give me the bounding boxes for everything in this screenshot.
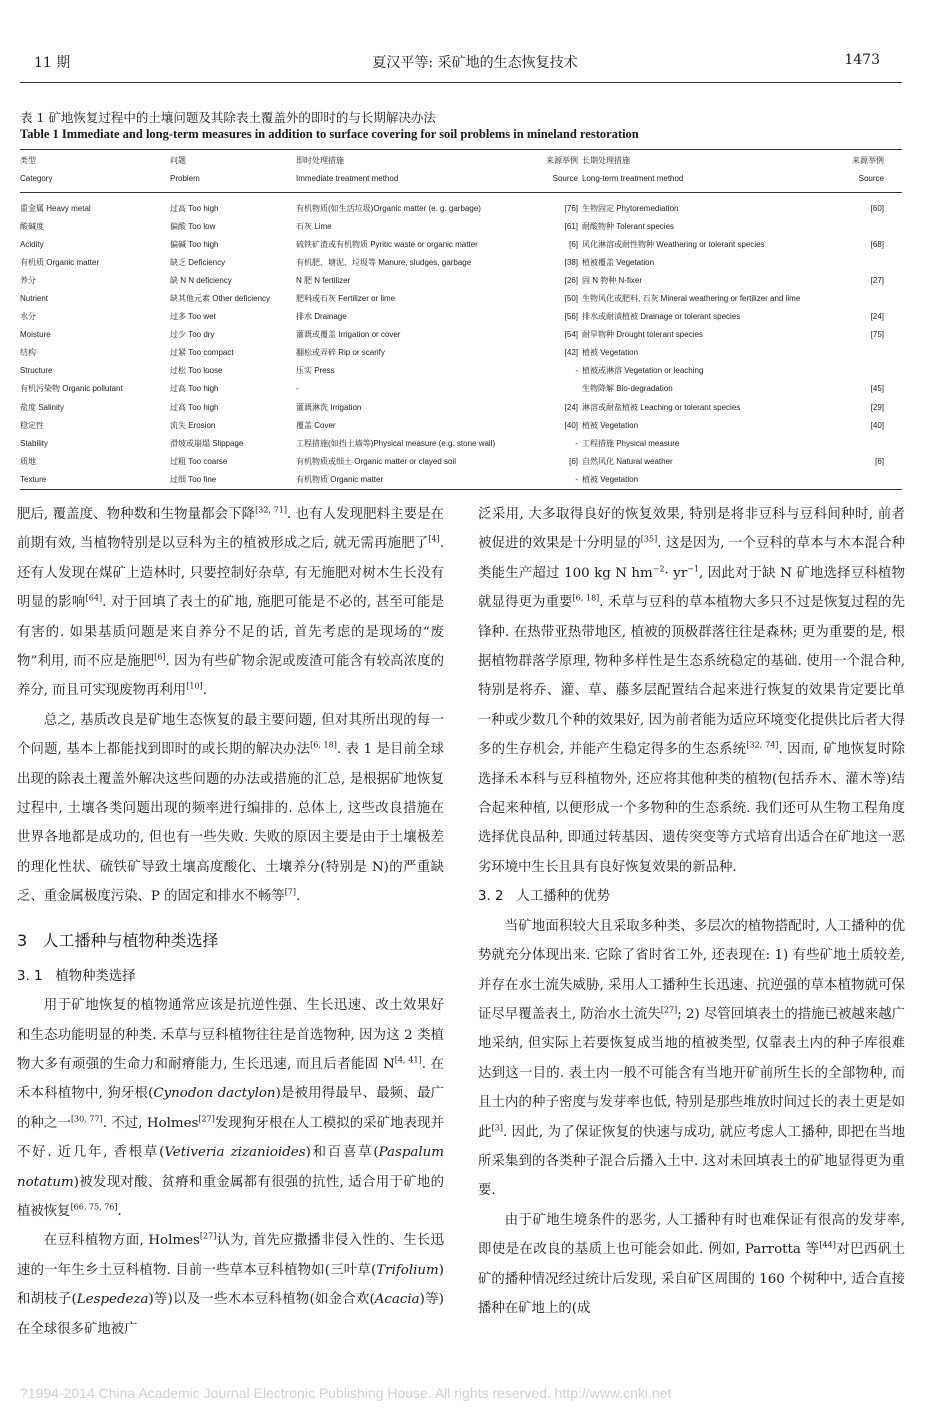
header-cell: 长期处理措施 <box>582 155 630 165</box>
table-row <box>18 452 886 470</box>
header-cell: Category <box>20 173 53 183</box>
table-cell: 植被 Vegetation <box>582 348 639 358</box>
table-row <box>18 235 886 253</box>
table-cell: [6] <box>875 456 884 466</box>
table-cell: [60] <box>870 203 884 213</box>
table-cell: 生物固定 Phytoremediation <box>582 203 679 213</box>
table-cell: Texture <box>20 474 47 484</box>
table-cell: 稳定性 <box>20 420 44 430</box>
table-row <box>18 380 886 398</box>
table-cell <box>848 434 886 452</box>
table-cell: 覆盖 Cover <box>296 420 336 430</box>
table-cell: [68] <box>870 239 884 249</box>
table-cell: 过高 Too high <box>170 402 219 412</box>
left-column <box>17 500 444 1344</box>
table-body <box>18 199 886 489</box>
table-row <box>18 326 886 344</box>
header-cell: 来源举例 <box>546 155 578 165</box>
header-cell: 来源举例 <box>852 155 884 165</box>
table-cell: 肥料或石灰 Fertilizer or lime <box>296 294 396 304</box>
table-cell: [42] <box>564 348 578 358</box>
subsection-heading-3-1: 3. 1 植物种类选择 <box>17 968 136 984</box>
table-cell: 过多 Too wet <box>170 312 216 322</box>
table-cell: Moisture <box>20 330 51 340</box>
header-cell: Long-term treatment method <box>582 173 684 183</box>
table-cell <box>848 344 886 362</box>
table-cell: 工程措施 Physical measure <box>582 438 680 448</box>
header-rule <box>20 82 902 83</box>
table-cell: Stability <box>20 438 49 448</box>
table-cell: [56] <box>564 312 578 322</box>
table-row <box>18 362 886 380</box>
paragraph: 泛采用, 大多取得良好的恢复效果, 特别是将非豆科与豆科间种时, 前者被促进的效果是十分明显的[35]. 这是因为, 一个豆科的草本与木本混合种类能生产超过 100 kg N $hm^{-2}\cdot yr^{-1}$, 因此对于缺 N 矿地选择豆科植物就显得更为重要[6, 18]. 禾草与豆科的草本植物大多只不过是恢复过程的先锋种. 在热带亚热带地区, 植被的顶极群落往往是森林; 更为重要的是, 根据植物群落学原理, 物种多样性是生态系统稳定的基础. 使用一个混合种, 特别是将乔、灌、草、藤多层配置结合起来进行恢复的效果肯定要比单一种或少数几个种的效果好, 因为前者能为适应环境变化提供比后者大得多的生存机会, 并能产生稳定得多的生态系统[32, 74]. 因而, 矿地恢复时除选择禾本科与豆科植物外, 还应将其他种类的植物(包括乔木、灌木等)结合起来种植, 以便形成一个多物种的生态系统. 我们还可从生物工程角度选择优良品种, 即通过转基因、遗传突变等方式培育出适合在矿地这一恶劣环境中生长且具有良好恢复效果的新品种. <box>478 507 906 875</box>
table-bottom-rule <box>20 489 902 490</box>
table-cell: Nutrient <box>20 294 49 304</box>
table-cell: 重金属 Heavy metal <box>20 203 91 213</box>
paragraph: 肥后, 覆盖度、物种数和生物量都会下降[32, 71]. 也有人发现肥料主要是在前期有效, 当植物特别是以豆科为主的植被形成之后, 就无需再施肥了[4]. 还有人发现在煤矿上造林时, 只要控制好杂草, 有无施肥对树木生长没有明显的影响[64]. 对于回填了表土的矿地, 施肥可能是不必的, 甚至可能是有害的. 如果基质问题是来自养分不足的话, 首先考虑的是现场的“废物”利用, 而不应是施肥[6]. 因为有些矿物余泥或废渣可能含有较高浓度的养分, 而且可实现废物再利用[10]. <box>17 505 445 699</box>
table-cell: 养分 <box>20 275 36 285</box>
table-header-row-cn <box>18 151 886 169</box>
table-cell: 过松 Too loose <box>170 366 223 376</box>
table-cell: [38] <box>564 257 578 267</box>
table-cell: [6] <box>569 456 578 466</box>
table-cell: 结构 <box>20 348 36 358</box>
table-cell: 有机质 Organic matter <box>20 257 100 267</box>
subsection-heading-3-2: 3. 2 人工播种的优势 <box>478 889 611 905</box>
table-cell: 灌溉或覆盖 Irrigation or cover <box>296 330 401 340</box>
running-header-title: 夏汉平等: 采矿地的生态恢复技术 <box>372 55 578 71</box>
header-cell: 类型 <box>20 155 36 165</box>
header-cell: Source <box>552 173 578 183</box>
table-cell: 自然风化 Natural weather <box>582 456 673 466</box>
table-cell: [76] <box>564 203 578 213</box>
table-cell: 水分 <box>20 312 36 322</box>
running-header-issue: 11 期 <box>34 55 71 71</box>
table-cell: 植被覆盖 Vegetation <box>582 257 655 267</box>
header-cell: Source <box>858 173 884 183</box>
table-cell: 植被或淋溶 Vegetation or leaching <box>582 366 704 376</box>
table-cell: 盐度 Salinity <box>20 402 65 412</box>
table-cell: [40] <box>870 420 884 430</box>
table-row <box>18 416 886 434</box>
table-cell: 有机物质或细土 Organic matter or clayed soil <box>296 456 457 466</box>
paragraph: 由于矿地生境条件的恶劣, 人工播种有时也难保证有很高的发芽率, 即使是在改良的基质上也可能会如此. 例如, Parrotta 等[44]对巴西矾土矿的播种情况经过统计后发现, 采自矿区周围的 160 个树种中, 适合直接播种在矿地上的(成 <box>478 1212 905 1316</box>
table-cell: - <box>575 366 578 376</box>
table-cell: 有机污染物 Organic pollutant <box>20 384 123 394</box>
table-cell: 质地 <box>20 456 36 466</box>
table-row <box>18 308 886 326</box>
header-cell: 问题 <box>170 155 186 165</box>
copyright-watermark: ?1994-2014 China Academic Journal Electronic Publishing House. All rights reserved. http://www.cnki.net <box>20 1385 672 1401</box>
table-cell: 酸碱度 <box>20 221 44 231</box>
table-row <box>18 253 886 271</box>
table-cell: 过高 Too high <box>170 384 219 394</box>
table-cell <box>848 289 886 307</box>
table-cell: - <box>296 384 299 394</box>
table-cell: [75] <box>870 330 884 340</box>
table-cell: - <box>575 474 578 484</box>
table-caption-en: Table 1 Immediate and long-term measures in addition to surface covering for soil problems in mineland restoration <box>20 127 639 141</box>
paragraph: 总之, 基质改良是矿地生态恢复的最主要问题, 但对其所出现的每一个问题, 基本上都能找到即时的或长期的解决办法[6, 18]. 表 1 是目前全球出现的除表土覆盖外解决这些问题的办法或措施的汇总, 是根据矿地恢复过程中, 土壤各类问题出现的频率进行编排的. 总体上, 这些改良措施在世界各地都是成功的, 但也有一些失败. 失败的原因主要是由于土壤极差的理化性状、硫铁矿导致土壤高度酸化、土壤养分(特别是 N)的严重缺乏、重金属极度污染、P 的固定和排水不畅等[7]. <box>17 712 444 905</box>
table-row <box>18 470 886 488</box>
table-top-rule <box>20 149 902 150</box>
table-cell: 工程措施(如挡土墙等)Physical measure (e.g. stone wall) <box>296 438 496 448</box>
table-row <box>18 199 886 217</box>
table-cell: 植被 Vegetation <box>582 420 639 430</box>
table-cell: 有机肥、塘泥、垃圾等 Manure, sludges, garbage <box>296 257 472 267</box>
table-cell: [27] <box>870 275 884 285</box>
header-cell: Problem <box>170 173 200 183</box>
table-row <box>18 217 886 235</box>
table-cell: 有机物质(如生活垃圾)Organic matter (e. g. garbage) <box>296 203 481 213</box>
table-cell: 有机物质 Organic matter <box>296 474 384 484</box>
table-cell: 固 N 物种 N-fixer <box>582 275 642 285</box>
paragraph: 用于矿地恢复的植物通常应该是抗逆性强、生长迅速、改土效果好和生态功能明显的种类. 禾草与豆科植物往往是首选物种, 因为这 2 类植物大多有顽强的生命力和耐瘠能力, 生长迅速, 而且后者能固 N[4, 41]. 在禾本科植物中, 狗牙根(Cynodon dactylon)是被用得最早、最频、最广的种之一[30, 77]. 不过, Holmes[27]发现狗牙根在人工模拟的采矿地表现并不好. 近几年, 香根草(Vetiveria zizanioides)和百喜草(Paspalum notatum)被发现对酸、贫瘠和重金属都有很强的抗性, 适合用于矿地的植被恢复[66, 75, 76]. <box>17 998 445 1219</box>
table-cell: N 肥 N fertilizer <box>296 275 351 285</box>
table-cell: 生物风化或肥料, 石灰 Mineral weathering or fertilizer and lime <box>582 294 801 304</box>
table-cell <box>848 253 886 271</box>
table-cell: [50] <box>564 294 578 304</box>
table-caption-cn: 表 1 矿地恢复过程中的土壤问题及其除表土覆盖外的即时的与长期解决办法 <box>20 110 436 125</box>
table-cell: [6] <box>569 239 578 249</box>
table-cell: 偏碱 Too high <box>170 239 219 249</box>
table-cell: [29] <box>870 402 884 412</box>
page-number: 1473 <box>844 52 880 68</box>
table-cell: 过高 Too high <box>170 203 219 213</box>
table-cell: 排水或耐渍植被 Drainage or tolerant species <box>582 312 741 322</box>
paragraph: 当矿地面积较大且采取多种类、多层次的植物搭配时, 人工播种的优势就充分体现出来. 它除了省时省工外, 还表现在: 1) 有些矿地土质较差, 并存在水土流失威胁, 采用人工播种生长迅速、抗逆强的草本植物就可保证尽早覆盖表土, 防治水土流失[27]; 2) 尽管回填表土的措施已被越来越广地采纳, 但实际上若要恢复成当地的植被类型, 仅靠表土内的种子库很难达到这一目的. 表土内一般不可能含有当地开矿前所生长的全部物种, 而且土内的种子密度与发芽率也低, 特别是那些堆放时间过长的表土更是如此[3]. 因此, 为了保证恢复的快速与成功, 就应考虑人工播种, 即把在当地所采集到的各类种子混合后播入土中. 这对未回填表土的矿地显得更为重要. <box>478 918 905 1199</box>
table-cell <box>848 470 886 488</box>
table-cell: 缺 N N deficiency <box>170 275 232 285</box>
table-cell: Acidity <box>20 239 44 249</box>
table-cell: [40] <box>564 420 578 430</box>
table-cell: Structure <box>20 366 53 376</box>
table-cell <box>544 380 580 398</box>
table-cell: [61] <box>564 221 578 231</box>
right-column <box>478 500 905 1323</box>
table-cell: 耐旱物种 Drought tolerant species <box>582 330 703 340</box>
table-cell: 过紧 Too compact <box>170 348 234 358</box>
table-cell: [45] <box>870 384 884 394</box>
table-cell: 过粗 Too coarse <box>170 456 228 466</box>
table-cell: 流失 Erosion <box>170 420 216 430</box>
table-cell: 淋溶或耐盐植被 Leaching or tolerant species <box>582 402 741 412</box>
table-row <box>18 271 886 289</box>
table-cell: 生物降解 Bio-degradation <box>582 384 673 394</box>
table-row <box>18 398 886 416</box>
table-cell: 排水 Drainage <box>296 312 347 322</box>
table-header-rule <box>20 192 902 193</box>
table-cell: 压实 Press <box>296 366 335 376</box>
table-cell: 偏酸 Too low <box>170 221 216 231</box>
table-cell: [26] <box>564 275 578 285</box>
table-cell <box>848 362 886 380</box>
table-cell: 耐酸物种 Tolerant species <box>582 221 675 231</box>
table-cell: 翻松或弄碎 Rip or scarify <box>296 348 385 358</box>
table-cell: - <box>575 438 578 448</box>
header-cell: Immediate treatment method <box>296 173 399 183</box>
table-cell: 过少 Too dry <box>170 330 215 340</box>
table-cell: 缺乏 Deficiency <box>170 257 226 267</box>
table-cell: 石灰 Lime <box>296 221 332 231</box>
table-row <box>18 344 886 362</box>
table-cell: 过细 Too fine <box>170 474 217 484</box>
table-header <box>18 151 886 187</box>
table-cell: 灌溉淋洗 Irrigation <box>296 402 362 412</box>
table-cell: [24] <box>870 312 884 322</box>
table-cell: 风化淋溶或耐性物种 Weathering or tolerant species <box>582 239 765 249</box>
table-cell: [24] <box>564 402 578 412</box>
paragraph: 在豆科植物方面, Holmes[27]认为, 首先应撒播非侵入性的、生长迅速的一年生乡土豆科植物. 目前一些草本豆科植物如(三叶草(Trifolium)和胡枝子(Lespedeza)等)以及一些木本豆科植物(如金合欢(Acacia)等)在全球很多矿地被广 <box>17 1231 445 1337</box>
table-cell <box>848 217 886 235</box>
header-cell: 即时处理措施 <box>296 155 344 165</box>
table-header-row-en <box>18 169 886 187</box>
table-cell: 植被 Vegetation <box>582 474 639 484</box>
table-cell: [54] <box>564 330 578 340</box>
table-cell: 滑坡或崩塌 Slippage <box>170 438 244 448</box>
table-cell: 缺其他元素 Other deficiency <box>170 294 271 304</box>
table-row <box>18 434 886 452</box>
section-heading-3: 3 人工播种与植物种类选择 <box>17 930 219 950</box>
table-row <box>18 289 886 307</box>
table-cell: 硫铁矿渣或有机物质 Pyritic waste or organic matter <box>296 239 478 249</box>
